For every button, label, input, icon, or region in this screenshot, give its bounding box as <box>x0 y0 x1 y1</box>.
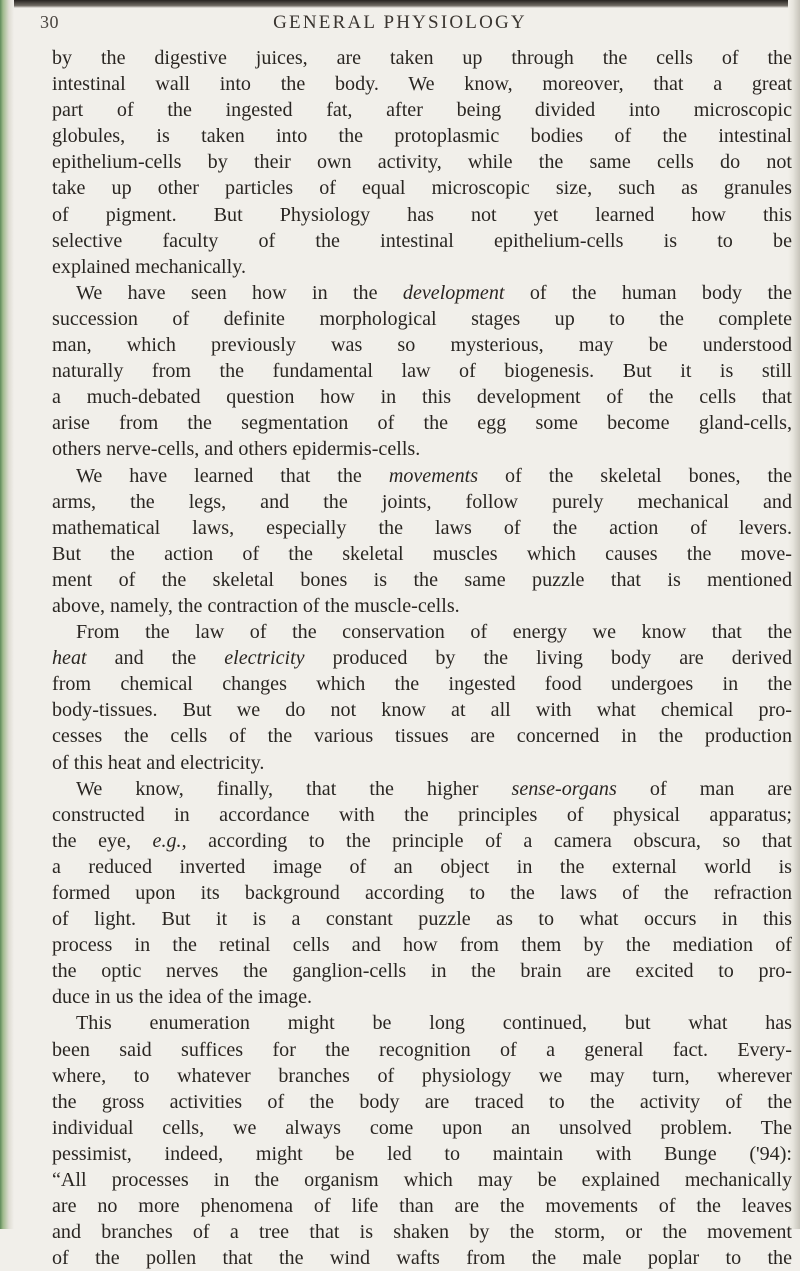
page-number: 30 <box>40 12 59 32</box>
text-line: formed upon its background according to the laws of the refraction <box>52 882 792 904</box>
italic-term: e.g. <box>152 829 182 852</box>
text-line: take up other particles of equal microscopic size, such as granules <box>52 177 792 200</box>
text-line: the eye, e.g., according to the principle of a camera obscura, so that <box>52 829 792 852</box>
text-line: This enumeration might be long continued, but what has <box>76 1012 792 1035</box>
italic-term: heat <box>52 647 87 670</box>
scan-edge-top <box>0 0 800 8</box>
paragraph <box>52 776 792 1011</box>
running-head: GENERAL PHYSIOLOGY <box>273 12 527 33</box>
text-line: by the digestive juices, are taken up through the cells of the <box>52 47 792 69</box>
text-line: We have learned that the movements of the skeletal bones, the <box>76 464 792 487</box>
text-line: duce in us the idea of the image. <box>52 986 313 1009</box>
text-line: a much-debated question how in this development of the cells that <box>52 386 792 409</box>
text-line: are no more phenomena of life than are the movements of the leaves <box>52 1195 792 1218</box>
text-line: explained mechanically. <box>52 255 246 278</box>
italic-term: electricity <box>224 647 305 670</box>
paragraph <box>52 280 792 463</box>
text-line: of the pollen that the wind wafts from the male poplar to the <box>52 1247 792 1270</box>
text-line: naturally from the fundamental law of biogenesis. But it is still <box>52 360 792 383</box>
text-line: man, which previously was so mysterious, may be understood <box>52 334 792 357</box>
italic-term: sense-organs <box>511 777 617 800</box>
scan-edge-left <box>0 0 14 1229</box>
text-line: others nerve-cells, and others epidermis-cells. <box>52 438 421 461</box>
text-line: of this heat and electricity. <box>52 751 265 774</box>
text-line: From the law of the conservation of energy we know that the <box>76 621 792 644</box>
text-line: part of the ingested fat, after being divided into microscopic <box>52 99 792 122</box>
body-text <box>52 45 792 1271</box>
text-line: from chemical changes which the ingested food undergoes in the <box>52 673 792 696</box>
text-line: But the action of the skeletal muscles which causes the move- <box>52 542 792 565</box>
text-line: selective faculty of the intestinal epithelium-cells is to be <box>52 229 792 252</box>
text-line: We have seen how in the development of the human body the <box>76 281 792 304</box>
text-line: a reduced inverted image of an object in the external world is <box>52 855 792 878</box>
paragraph <box>52 619 792 776</box>
text-line: been said suffices for the recognition of a general fact. Every- <box>52 1038 792 1061</box>
italic-term: development <box>402 281 505 304</box>
text-line: epithelium-cells by their own activity, while the same cells do not <box>52 151 792 174</box>
text-line: intestinal wall into the body. We know, moreover, that a great <box>52 73 792 96</box>
text-line: arise from the segmentation of the egg some become gland-cells, <box>52 412 792 435</box>
italic-term: movements <box>388 464 479 487</box>
text-line: body-tissues. But we do not know at all with what chemical pro- <box>52 699 792 722</box>
text-line: of pigment. But Physiology has not yet learned how this <box>52 203 792 226</box>
text-line: arms, the legs, and the joints, follow purely mechanical and <box>52 490 792 513</box>
text-line: succession of definite morphological stages up to the complete <box>52 307 792 330</box>
text-line: where, to whatever branches of physiology we may turn, wherever <box>52 1064 792 1087</box>
text-line: “All processes in the organism which may be explained mechanically <box>52 1169 792 1192</box>
text-line: ment of the skeletal bones is the same puzzle that is mentioned <box>52 568 792 591</box>
text-line: the gross activities of the body are traced to the activity of the <box>52 1090 792 1113</box>
text-line: process in the retinal cells and how from them by the mediation of <box>52 934 792 957</box>
text-line: and branches of a tree that is shaken by the storm, or the movement <box>52 1221 792 1244</box>
text-line: mathematical laws, especially the laws of the action of levers. <box>52 516 792 539</box>
text-line: cesses the cells of the various tissues are concerned in the production <box>52 725 792 748</box>
text-line: We know, finally, that the higher sense-organs of man are <box>76 777 792 800</box>
text-line: globules, is taken into the protoplasmic bodies of the intestinal <box>52 125 792 148</box>
text-line: above, namely, the contraction of the muscle-cells. <box>52 594 460 617</box>
text-line: constructed in accordance with the principles of physical apparatus; <box>52 803 792 826</box>
text-line: heat and the electricity produced by the living body are derived <box>52 647 792 670</box>
paragraph <box>52 1010 792 1271</box>
text-line: individual cells, we always come upon an unsolved problem. The <box>52 1116 792 1139</box>
paragraph <box>52 463 792 620</box>
text-line: of light. But it is a constant puzzle as to what occurs in this <box>52 908 792 931</box>
text-line: pessimist, indeed, might be led to maintain with Bunge ('94): <box>52 1142 792 1165</box>
text-line: the optic nerves the ganglion-cells in the brain are excited to pro- <box>52 960 792 983</box>
paragraph <box>52 45 792 280</box>
